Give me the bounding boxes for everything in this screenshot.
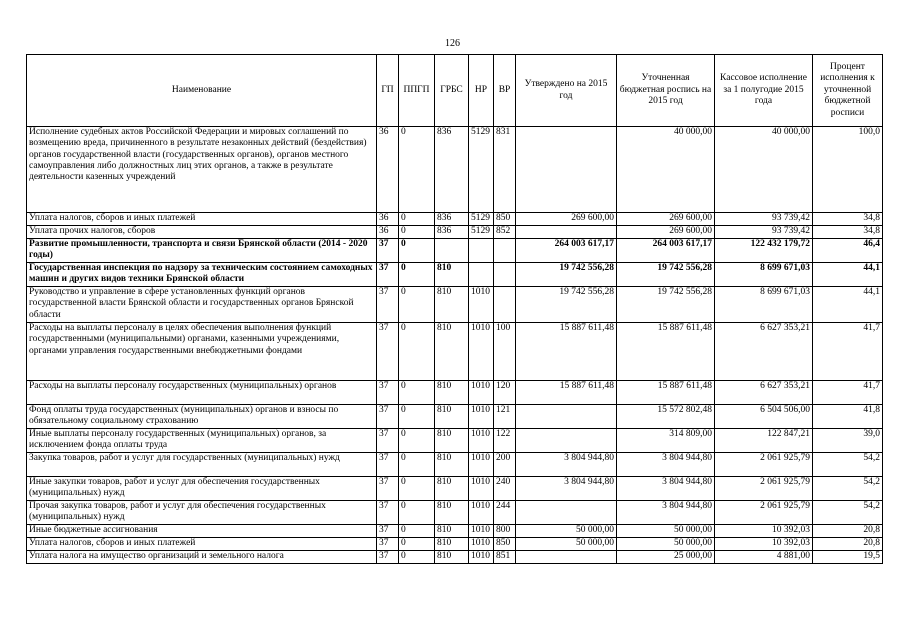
cell-gp: 37 — [377, 263, 399, 287]
table-row — [27, 287, 883, 323]
cell-gp: 37 — [377, 381, 399, 405]
cell-approved: 3 804 944,80 — [516, 477, 617, 501]
cell-ppgp: 0 — [399, 525, 435, 538]
cell-percent: 54,2 — [813, 501, 883, 525]
budget-execution-table — [26, 54, 883, 564]
cell-ppgp: 0 — [399, 263, 435, 287]
cell-ppgp: 0 — [399, 405, 435, 429]
cell-cash: 6 504 506,00 — [715, 405, 813, 429]
table-row — [27, 127, 883, 213]
cell-grbs: 810 — [435, 323, 469, 381]
cell-percent: 44,1 — [813, 263, 883, 287]
cell-percent: 34,8 — [813, 213, 883, 226]
header-gp: ГП — [377, 55, 399, 127]
cell-percent: 100,0 — [813, 127, 883, 213]
cell-vr: 852 — [494, 226, 516, 239]
cell-gp: 37 — [377, 405, 399, 429]
cell-percent: 20,8 — [813, 538, 883, 551]
cell-percent: 19,5 — [813, 551, 883, 564]
cell-approved: 19 742 556,28 — [516, 263, 617, 287]
table-row — [27, 429, 883, 453]
cell-cash: 122 432 179,72 — [715, 239, 813, 263]
cell-refined: 269 600,00 — [617, 226, 715, 239]
cell-vr: 831 — [494, 127, 516, 213]
cell-nr: 5129 — [469, 213, 494, 226]
cell-gp: 37 — [377, 287, 399, 323]
cell-cash: 8 699 671,03 — [715, 287, 813, 323]
header-nr: НР — [469, 55, 494, 127]
header-cash: Кассовое исполнение за 1 полугодие 2015 года — [715, 55, 813, 127]
cell-nr: 1010 — [469, 551, 494, 564]
table-row — [27, 263, 883, 287]
cell-cash: 6 627 353,21 — [715, 381, 813, 405]
cell-ppgp: 0 — [399, 213, 435, 226]
cell-nr: 1010 — [469, 453, 494, 477]
cell-nr: 1010 — [469, 525, 494, 538]
cell-name: Закупка товаров, работ и услуг для государственных (муниципальных) нужд — [27, 453, 377, 477]
cell-gp: 37 — [377, 525, 399, 538]
cell-approved — [516, 127, 617, 213]
cell-approved: 269 600,00 — [516, 213, 617, 226]
cell-approved — [516, 405, 617, 429]
header-ppgp: ППГП — [399, 55, 435, 127]
cell-percent: 54,2 — [813, 477, 883, 501]
cell-cash: 2 061 925,79 — [715, 501, 813, 525]
cell-grbs: 810 — [435, 501, 469, 525]
cell-percent: 44,1 — [813, 287, 883, 323]
cell-vr — [494, 263, 516, 287]
cell-grbs: 836 — [435, 127, 469, 213]
cell-percent: 41,7 — [813, 323, 883, 381]
cell-grbs — [435, 239, 469, 263]
cell-vr: 851 — [494, 551, 516, 564]
cell-vr: 120 — [494, 381, 516, 405]
cell-cash: 8 699 671,03 — [715, 263, 813, 287]
cell-approved — [516, 551, 617, 564]
cell-cash: 93 739,42 — [715, 226, 813, 239]
cell-nr — [469, 263, 494, 287]
cell-ppgp: 0 — [399, 538, 435, 551]
cell-ppgp: 0 — [399, 287, 435, 323]
cell-grbs: 810 — [435, 287, 469, 323]
cell-percent: 41,7 — [813, 381, 883, 405]
cell-name: Иные выплаты персоналу государственных (муниципальных) органов, за исключением фонда оплаты труда — [27, 429, 377, 453]
cell-cash: 93 739,42 — [715, 213, 813, 226]
cell-nr: 1010 — [469, 287, 494, 323]
cell-name: Уплата налогов, сборов и иных платежей — [27, 538, 377, 551]
cell-name: Уплата налогов, сборов и иных платежей — [27, 213, 377, 226]
cell-vr: 800 — [494, 525, 516, 538]
header-refined: Уточненная бюджетная роспись на 2015 год — [617, 55, 715, 127]
cell-name: Государственная инспекция по надзору за техническим состоянием самоходных машин и других видов техники Брянской области — [27, 263, 377, 287]
cell-ppgp: 0 — [399, 501, 435, 525]
cell-nr: 1010 — [469, 381, 494, 405]
cell-nr: 1010 — [469, 405, 494, 429]
header-vr: ВР — [494, 55, 516, 127]
table-row — [27, 477, 883, 501]
table-row — [27, 381, 883, 405]
cell-percent: 34,8 — [813, 226, 883, 239]
cell-gp: 37 — [377, 477, 399, 501]
cell-refined: 3 804 944,80 — [617, 453, 715, 477]
cell-grbs: 810 — [435, 551, 469, 564]
cell-vr — [494, 287, 516, 323]
cell-gp: 37 — [377, 551, 399, 564]
cell-ppgp: 0 — [399, 477, 435, 501]
cell-name: Уплата прочих налогов, сборов — [27, 226, 377, 239]
cell-percent: 46,4 — [813, 239, 883, 263]
cell-ppgp: 0 — [399, 551, 435, 564]
cell-nr: 1010 — [469, 429, 494, 453]
cell-gp: 37 — [377, 538, 399, 551]
table-row — [27, 453, 883, 477]
cell-name: Иные закупки товаров, работ и услуг для обеспечения государственных (муниципальных) нужд — [27, 477, 377, 501]
cell-approved — [516, 429, 617, 453]
cell-approved — [516, 226, 617, 239]
cell-nr: 1010 — [469, 538, 494, 551]
cell-refined: 314 809,00 — [617, 429, 715, 453]
cell-refined: 269 600,00 — [617, 213, 715, 226]
cell-percent: 41,8 — [813, 405, 883, 429]
table-row — [27, 501, 883, 525]
cell-name: Прочая закупка товаров, работ и услуг для обеспечения государственных (муниципальных) нужд — [27, 501, 377, 525]
cell-cash: 122 847,21 — [715, 429, 813, 453]
table-row — [27, 405, 883, 429]
cell-name: Развитие промышленности, транспорта и связи Брянской области (2014 - 2020 годы) — [27, 239, 377, 263]
cell-grbs: 810 — [435, 429, 469, 453]
cell-refined: 15 887 611,48 — [617, 323, 715, 381]
table-row — [27, 213, 883, 226]
cell-grbs: 810 — [435, 525, 469, 538]
cell-cash: 40 000,00 — [715, 127, 813, 213]
cell-approved — [516, 501, 617, 525]
cell-grbs: 836 — [435, 226, 469, 239]
cell-grbs: 810 — [435, 381, 469, 405]
cell-grbs: 810 — [435, 263, 469, 287]
cell-nr: 5129 — [469, 127, 494, 213]
cell-grbs: 810 — [435, 453, 469, 477]
cell-ppgp: 0 — [399, 226, 435, 239]
cell-nr: 5129 — [469, 226, 494, 239]
cell-cash: 4 881,00 — [715, 551, 813, 564]
cell-refined: 15 572 802,48 — [617, 405, 715, 429]
cell-cash: 10 392,03 — [715, 525, 813, 538]
cell-vr: 121 — [494, 405, 516, 429]
cell-ppgp: 0 — [399, 127, 435, 213]
page-number: 126 — [445, 38, 460, 49]
cell-refined: 19 742 556,28 — [617, 263, 715, 287]
cell-cash: 10 392,03 — [715, 538, 813, 551]
table-row — [27, 239, 883, 263]
cell-gp: 37 — [377, 501, 399, 525]
cell-gp: 36 — [377, 226, 399, 239]
cell-name: Расходы на выплаты персоналу государственных (муниципальных) органов — [27, 381, 377, 405]
cell-ppgp: 0 — [399, 429, 435, 453]
table-row — [27, 323, 883, 381]
cell-vr: 100 — [494, 323, 516, 381]
header-grbs: ГРБС — [435, 55, 469, 127]
cell-gp: 37 — [377, 239, 399, 263]
cell-refined: 3 804 944,80 — [617, 501, 715, 525]
cell-grbs: 810 — [435, 477, 469, 501]
cell-ppgp: 0 — [399, 381, 435, 405]
cell-gp: 37 — [377, 429, 399, 453]
cell-ppgp: 0 — [399, 453, 435, 477]
header-name: Наименование — [27, 55, 377, 127]
cell-refined: 50 000,00 — [617, 525, 715, 538]
cell-name: Фонд оплаты труда государственных (муниципальных) органов и взносы по обязательному социальному страхованию — [27, 405, 377, 429]
cell-refined: 15 887 611,48 — [617, 381, 715, 405]
cell-cash: 2 061 925,79 — [715, 477, 813, 501]
cell-nr: 1010 — [469, 323, 494, 381]
cell-gp: 36 — [377, 127, 399, 213]
cell-nr: 1010 — [469, 501, 494, 525]
cell-ppgp: 0 — [399, 323, 435, 381]
table-row — [27, 525, 883, 538]
header-percent: Процент исполнения к уточненной бюджетной росписи — [813, 55, 883, 127]
cell-vr: 200 — [494, 453, 516, 477]
cell-cash: 2 061 925,79 — [715, 453, 813, 477]
cell-name: Уплата налога на имущество организаций и земельного налога — [27, 551, 377, 564]
table-row — [27, 538, 883, 551]
cell-name: Исполнение судебных актов Российской Федерации и мировых соглашений по возмещению вреда, причиненного в результате незаконных действий (бездействия) органов государственной власти (государственных органов), органов местного самоуправления либо должностных лиц этих органов, а также в результате деятельности казенных учреждений — [27, 127, 377, 213]
cell-name: Расходы на выплаты персоналу в целях обеспечения выполнения функций государственными (муниципальными) органами, казенными учреждениями, органами управления государственными внебюджетными фондами — [27, 323, 377, 381]
cell-ppgp: 0 — [399, 239, 435, 263]
cell-percent: 20,8 — [813, 525, 883, 538]
cell-approved: 15 887 611,48 — [516, 323, 617, 381]
cell-refined: 3 804 944,80 — [617, 477, 715, 501]
table-header-row — [27, 55, 883, 127]
cell-gp: 37 — [377, 323, 399, 381]
table-body — [27, 127, 883, 564]
cell-cash: 6 627 353,21 — [715, 323, 813, 381]
cell-percent: 39,0 — [813, 429, 883, 453]
cell-nr — [469, 239, 494, 263]
cell-vr: 122 — [494, 429, 516, 453]
cell-refined: 40 000,00 — [617, 127, 715, 213]
cell-approved: 15 887 611,48 — [516, 381, 617, 405]
cell-vr — [494, 239, 516, 263]
cell-approved: 50 000,00 — [516, 538, 617, 551]
cell-gp: 36 — [377, 213, 399, 226]
cell-name: Руководство и управление в сфере установленных функций органов государственной власти Брянской области и государственных органов Брянской области — [27, 287, 377, 323]
cell-vr: 850 — [494, 538, 516, 551]
cell-approved: 3 804 944,80 — [516, 453, 617, 477]
cell-grbs: 836 — [435, 213, 469, 226]
cell-grbs: 810 — [435, 405, 469, 429]
table-row — [27, 551, 883, 564]
cell-gp: 37 — [377, 453, 399, 477]
cell-name: Иные бюджетные ассигнования — [27, 525, 377, 538]
cell-approved: 50 000,00 — [516, 525, 617, 538]
cell-vr: 244 — [494, 501, 516, 525]
cell-percent: 54,2 — [813, 453, 883, 477]
cell-approved: 264 003 617,17 — [516, 239, 617, 263]
cell-vr: 240 — [494, 477, 516, 501]
table-row — [27, 226, 883, 239]
cell-refined: 50 000,00 — [617, 538, 715, 551]
cell-vr: 850 — [494, 213, 516, 226]
cell-refined: 25 000,00 — [617, 551, 715, 564]
cell-nr: 1010 — [469, 477, 494, 501]
header-approved: Утверждено на 2015 год — [516, 55, 617, 127]
cell-grbs: 810 — [435, 538, 469, 551]
cell-approved: 19 742 556,28 — [516, 287, 617, 323]
cell-refined: 264 003 617,17 — [617, 239, 715, 263]
cell-refined: 19 742 556,28 — [617, 287, 715, 323]
